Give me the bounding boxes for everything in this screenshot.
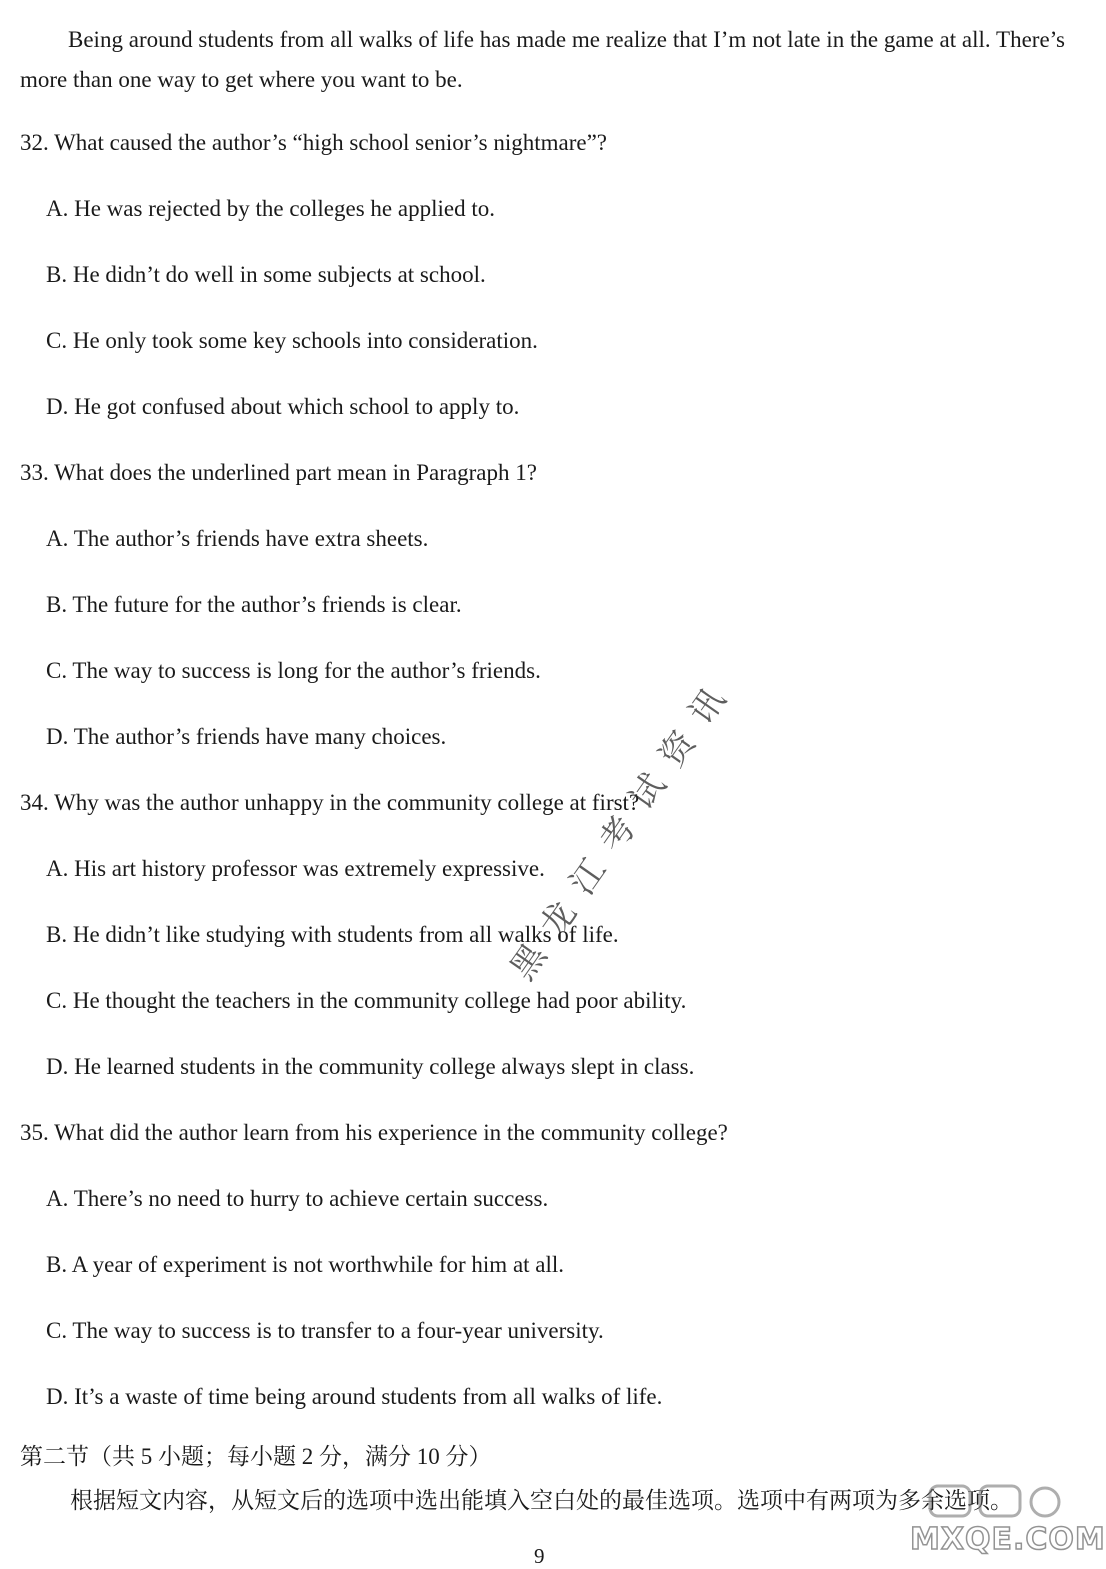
question-33-option-d[interactable]: D. The author’s friends have many choices. [46, 724, 447, 749]
intro-paragraph [20, 20, 1065, 100]
question-32-option-b[interactable]: B. He didn’t do well in some subjects at school. [46, 262, 486, 287]
question-35-option-a[interactable]: A. There’s no need to hurry to achieve certain success. [46, 1186, 549, 1211]
question-32-option-d[interactable]: D. He got confused about which school to apply to. [46, 394, 520, 419]
question-34-option-b[interactable]: B. He didn’t like studying with students from all walks of life. [46, 922, 619, 947]
question-35-option-c[interactable]: C. The way to success is to transfer to a four-year university. [46, 1318, 604, 1343]
question-33: 33. What does the underlined part mean in Paragraph 1? [20, 460, 537, 485]
question-33-option-a[interactable]: A. The author’s friends have extra sheets. [46, 526, 429, 551]
question-34-option-a[interactable]: A. His art history professor was extremely expressive. [46, 856, 545, 881]
question-34-option-d[interactable]: D. He learned students in the community college always slept in class. [46, 1054, 695, 1079]
section-title: 第二节（共 5 小题；每小题 2 分，满分 10 分） [20, 1444, 492, 1469]
watermark-text: 黑龙江考试资讯 [502, 666, 745, 988]
question-32-option-c[interactable]: C. He only took some key schools into consideration. [46, 328, 538, 353]
question-32-option-a[interactable]: A. He was rejected by the colleges he applied to. [46, 196, 495, 221]
page-number: 9 [534, 1544, 545, 1568]
question-32: 32. What caused the author’s “high school senior’s nightmare”? [20, 130, 607, 155]
question-33-option-b[interactable]: B. The future for the author’s friends is clear. [46, 592, 462, 617]
question-34-option-c[interactable]: C. He thought the teachers in the community college had poor ability. [46, 988, 687, 1013]
question-35-option-b[interactable]: B. A year of experiment is not worthwhile for him at all. [46, 1252, 565, 1277]
question-35-option-d[interactable]: D. It’s a waste of time being around students from all walks of life. [46, 1384, 663, 1409]
section-instruction: 根据短文内容，从短文后的选项中选出能填入空白处的最佳选项。选项中有两项为多余选项。 [70, 1488, 1013, 1513]
question-34: 34. Why was the author unhappy in the community college at first? [20, 790, 640, 815]
question-33-option-c[interactable]: C. The way to success is long for the author’s friends. [46, 658, 541, 683]
question-35: 35. What did the author learn from his experience in the community college? [20, 1120, 728, 1145]
intro-text: Being around students from all walks of life has made me realize that I’m not late in the game at all. There’s more than one way to get where you want to be. [20, 27, 1065, 92]
logo-text: MXQE.COM [910, 1522, 1106, 1557]
